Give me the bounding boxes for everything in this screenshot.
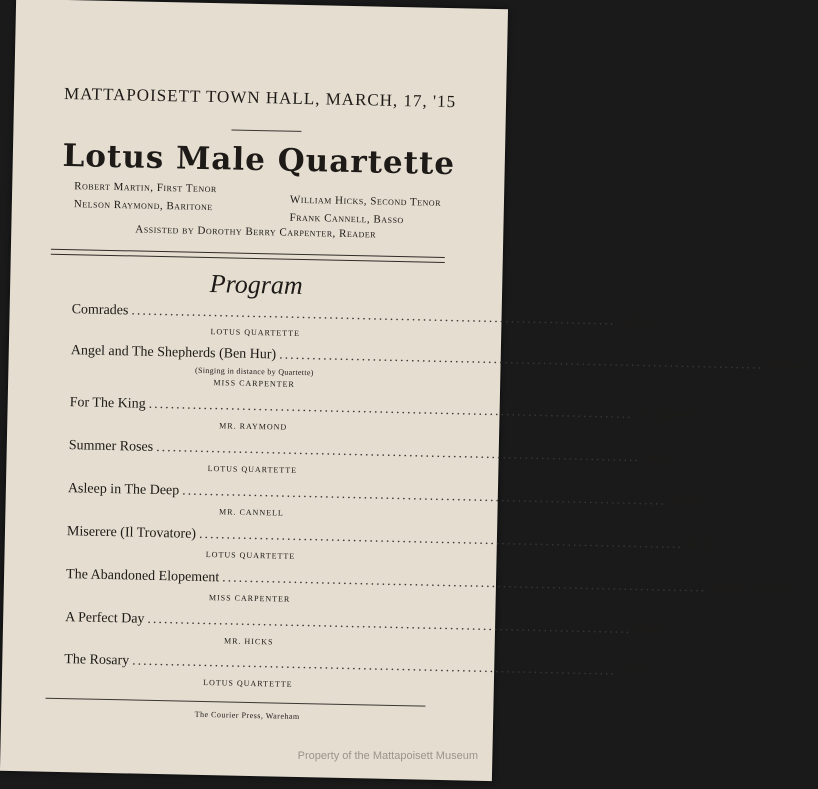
venue-date-header: MATTAPOISETT TOWN HALL, MARCH, 17, '15	[63, 83, 457, 112]
item-composer: St. Quentin	[635, 406, 699, 424]
footer-rule	[45, 698, 425, 707]
museum-watermark: Property of the Mattapoisett Museum	[297, 750, 478, 762]
item-performer: LOTUS QUARTETTE	[207, 464, 298, 475]
program-item	[2, 651, 657, 689]
leader-dots: ........................................................................................	[279, 347, 764, 373]
item-composer: Trolire	[668, 493, 708, 510]
item-title: Summer Roses	[68, 438, 154, 455]
item-performer: LOTUS QUARTETTE	[205, 550, 296, 561]
leader-dots: ........................................................................................	[132, 653, 617, 679]
item-composer: Joseph Lincoln	[708, 580, 795, 598]
item-composer: Watts	[642, 450, 674, 466]
item-performer: MR. HICKS	[223, 636, 274, 647]
leader-dots: ........................................................................................	[182, 483, 667, 509]
leader-dots: ........................................................................................	[198, 526, 684, 553]
performer-reader: Assisted by Dorothy Berry Carpenter, Reader	[135, 223, 377, 241]
item-performer: MISS CARPENTER	[208, 593, 291, 604]
item-title: The Rosary	[64, 652, 130, 669]
ensemble-title: Lotus Male Quartette	[62, 137, 456, 183]
leader-dots: ........................................................................................	[222, 570, 707, 596]
item-performer: LOTUS QUARTETTE	[210, 327, 300, 338]
item-composer: Nevire	[618, 663, 657, 680]
item-composer: Bond	[634, 622, 665, 638]
performer-basso: Frank Cannell, Basso	[289, 211, 404, 227]
leader-dots: ........................................................................................	[147, 611, 632, 637]
program-item	[7, 437, 674, 475]
divider-rule	[231, 129, 301, 131]
item-composer: Wallace	[765, 357, 811, 374]
performer-second-tenor: William Hicks, Second Tenor	[289, 193, 442, 209]
program-item	[5, 523, 716, 561]
item-title: The Abandoned Elopement	[65, 567, 220, 586]
item-note: (Singing in distance by Quartette)	[194, 365, 314, 378]
item-performer: MISS CARPENTER	[213, 378, 295, 389]
item-composer: Verdi	[685, 537, 716, 553]
program-item	[8, 394, 699, 432]
item-performer: LOTUS QUARTETTE	[203, 678, 293, 689]
item-performer: MR. RAYMOND	[219, 421, 288, 432]
performer-first-tenor: Robert Martin, First Tenor	[74, 180, 217, 196]
double-rule	[51, 249, 445, 263]
leader-dots: ........................................................................................	[148, 396, 633, 422]
program-item	[4, 566, 795, 604]
leader-dots: ........................................................................................	[156, 439, 641, 466]
item-title: Angel and The Shepherds (Ben Hur)	[70, 343, 277, 363]
printer-credit: The Courier Press, Wareham	[194, 709, 300, 722]
performer-baritone: Nelson Raymond, Baritone	[73, 198, 213, 214]
leader-dots: ........................................................................................	[131, 303, 616, 329]
program-item	[6, 480, 708, 518]
item-title: Comrades	[71, 302, 129, 319]
item-title: Miserere (Il Trovatore)	[66, 524, 197, 542]
program-item	[3, 609, 665, 647]
program-heading: Program	[209, 269, 303, 300]
item-title: For The King	[69, 395, 146, 412]
item-title: Asleep in The Deep	[67, 481, 180, 499]
program-item	[9, 342, 811, 389]
item-title: A Perfect Day	[65, 610, 145, 627]
item-composer: Adams	[618, 313, 657, 330]
item-performer: MR. CANNELL	[218, 507, 284, 518]
